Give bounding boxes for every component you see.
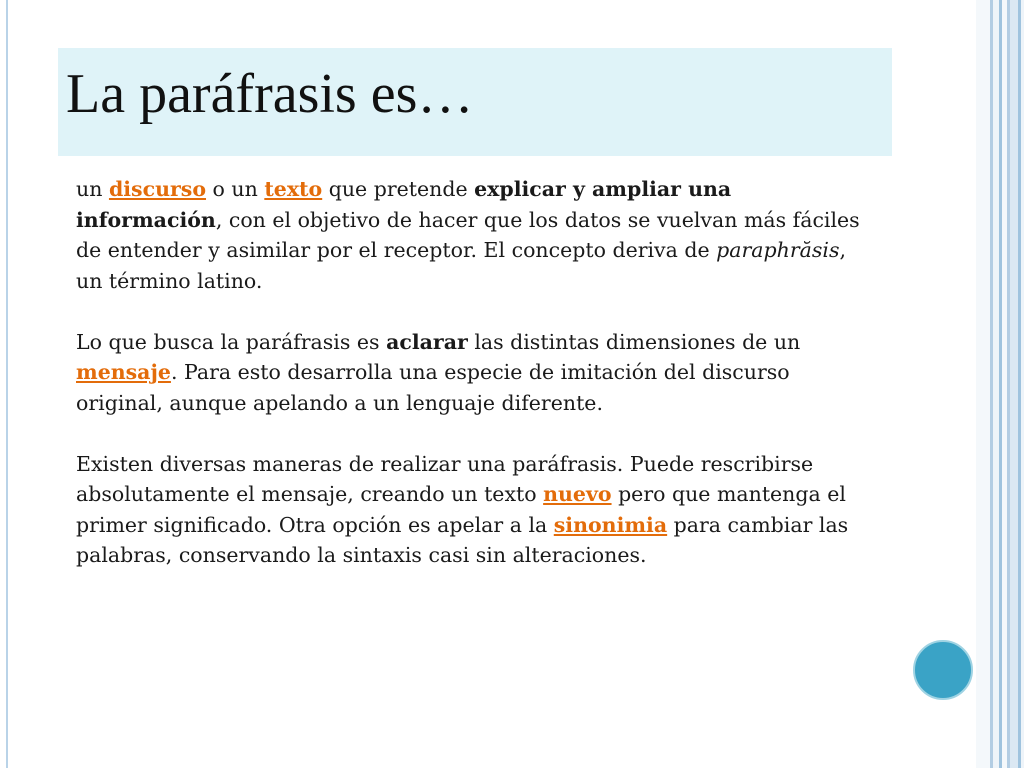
body-text: un <box>76 177 109 201</box>
body-text: Lo que busca la paráfrasis es <box>76 329 387 354</box>
body-text: Existen diversas maneras de realizar una paráfrasis. Puede rescribirse absolutamente el mensaje, creando un texto <box>76 451 814 506</box>
slide-title: La paráfrasis es… <box>66 63 474 125</box>
right-decorative-stripes <box>976 0 1024 768</box>
decorative-circle <box>913 640 973 700</box>
link-sinonimia[interactable]: sinonimia <box>553 512 668 537</box>
paragraph-2 <box>76 327 876 419</box>
body-text: que pretende <box>322 177 475 201</box>
link-mensaje[interactable]: mensaje <box>76 360 171 384</box>
left-border-line <box>6 0 8 768</box>
link-texto[interactable]: texto <box>264 177 323 201</box>
stripe <box>976 0 990 768</box>
link-nuevo[interactable]: nuevo <box>543 482 612 506</box>
slide-body <box>76 174 876 601</box>
body-text: . Para esto desarrolla una especie de imitación del discurso original, aunque apelando a un lenguaje diferente. <box>76 360 790 415</box>
body-text: pero que mantenga el primer significado. Otra opción es apelar a la <box>76 482 846 537</box>
body-text: , con el objetivo de hacer que los datos se vuelvan más fáciles de entender y asimilar por el receptor. El concepto deriva de <box>76 207 860 262</box>
link-discurso[interactable]: discurso <box>108 177 207 201</box>
bold-text: explicar y ampliar una información <box>76 177 732 232</box>
paragraph-3 <box>76 449 876 571</box>
body-text: , un término latino. <box>76 238 846 293</box>
italic-text: paraphrăsis <box>716 238 840 262</box>
paragraph-1 <box>76 174 876 296</box>
body-text: para cambiar las palabras, conservando la sintaxis casi sin alteraciones. <box>76 512 849 567</box>
bold-text: aclarar <box>386 329 468 354</box>
body-text: las distintas dimensiones de un <box>467 329 801 354</box>
stripe <box>1010 0 1018 768</box>
body-text: o un <box>206 177 265 201</box>
